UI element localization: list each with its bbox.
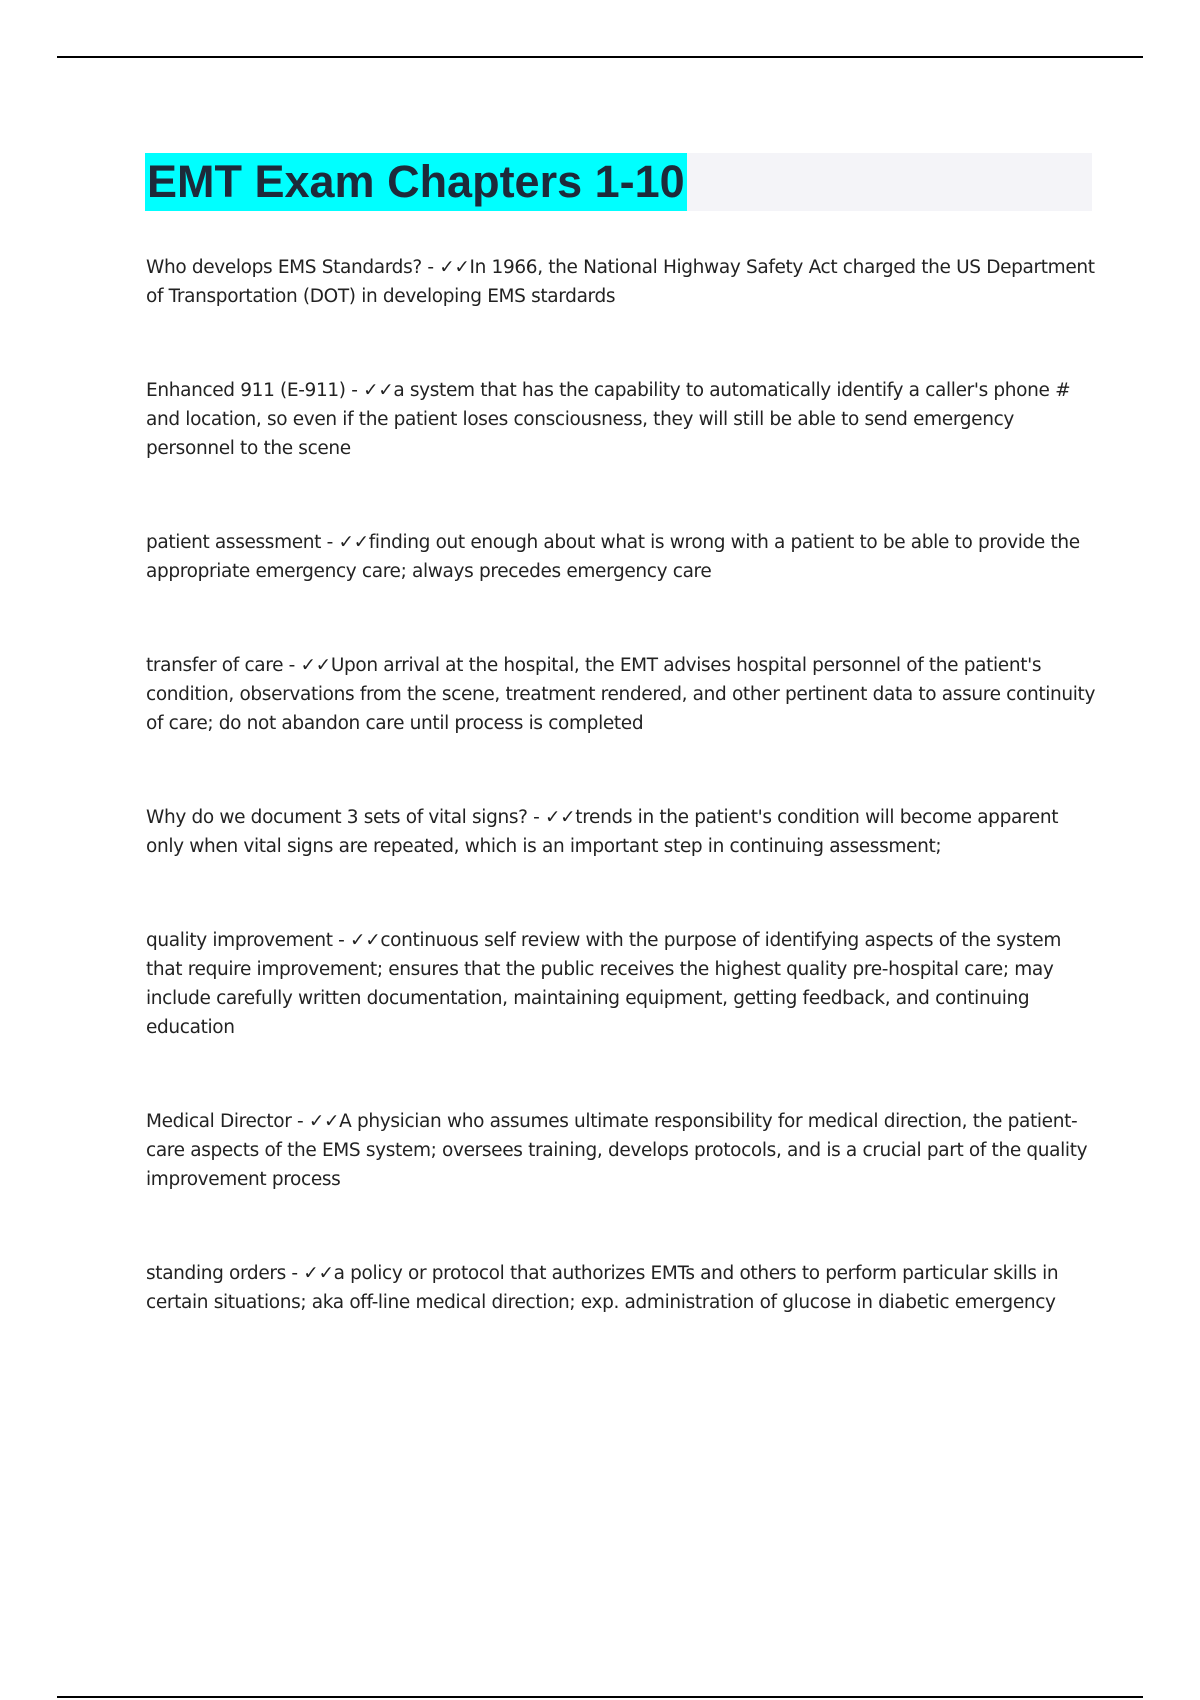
entry-list bbox=[146, 253, 1096, 1317]
document-title: EMT Exam Chapters 1-10 bbox=[145, 153, 687, 211]
entry-standing-orders: standing orders - ✓✓a policy or protocol that authorizes EMTs and others to perform particular skills in certain situations; aka off-line medical direction; exp. administration of glucose in diabetic emergency bbox=[146, 1263, 1059, 1313]
entry-transfer-of-care: transfer of care - ✓✓Upon arrival at the hospital, the EMT advises hospital personnel of the patient's condition, observations from the scene, treatment rendered, and other pertinent data to assure continuity of care; do not abandon care until process is completed bbox=[146, 655, 1096, 734]
bottom-rule bbox=[57, 1696, 1143, 1698]
entry-quality-improvement: quality improvement - ✓✓continuous self review with the purpose of identifying aspects of the system that require improvement; ensures that the public receives the highest quality pre-hospital care; may include carefully written documentation, maintaining equipment, getting feedback, and continuing education bbox=[146, 930, 1061, 1038]
entry-medical-director: Medical Director - ✓✓A physician who assumes ultimate responsibility for medical direction, the patient-care aspects of the EMS system; oversees training, develops protocols, and is a crucial part of the quality improvement process bbox=[146, 1111, 1088, 1190]
entry-enhanced-911: Enhanced 911 (E-911) - ✓✓a system that has the capability to automatically identify a caller's phone # and location, so even if the patient loses consciousness, they will still be able to send emergency personnel to the scene bbox=[146, 380, 1071, 459]
entry-ems-standards: Who develops EMS Standards? - ✓✓In 1966, the National Highway Safety Act charged the US Department of Transportation (DOT) in developing EMS stardards bbox=[146, 257, 1095, 307]
entry-patient-assessment: patient assessment - ✓✓finding out enough about what is wrong with a patient to be able to provide the appropriate emergency care; always precedes emergency care bbox=[146, 532, 1080, 582]
top-rule bbox=[57, 56, 1143, 58]
entry-vital-signs: Why do we document 3 sets of vital signs? - ✓✓trends in the patient's condition will become apparent only when vital signs are repeated, which is an important step in continuing assessment; bbox=[146, 807, 1059, 857]
